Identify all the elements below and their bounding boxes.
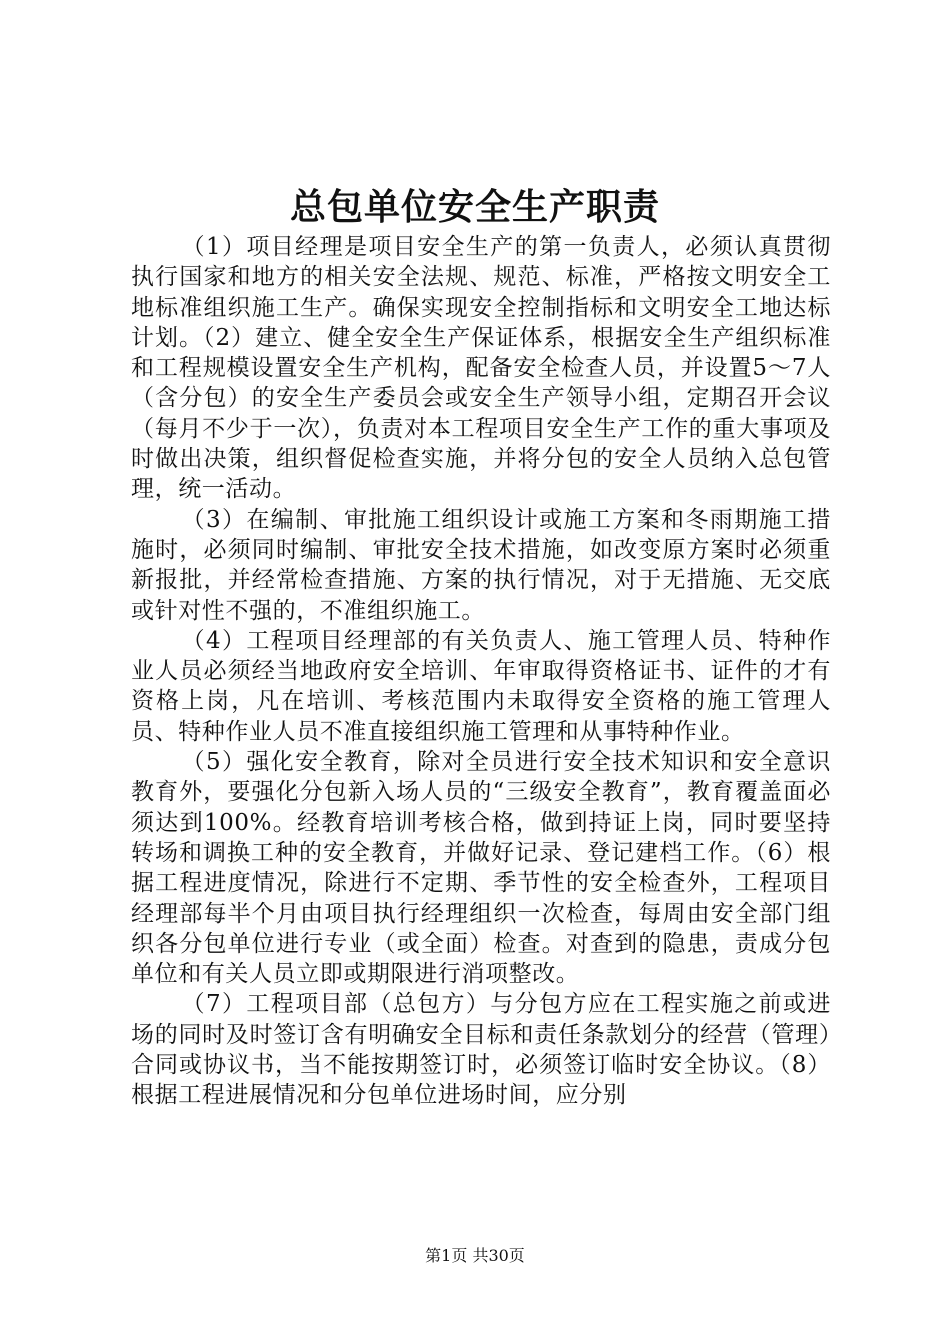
paragraph-5: （7）工程项目部（总包方）与分包方应在工程实施之前或进场的同时及时签订含有明确安全目标和责任条款划分的经营（管理）合同或协议书，当不能按期签订时，必须签订临时安全协议。（8）根据工程进展情况和分包单位进场时间，应分别: [131, 991, 831, 1109]
paragraph-4: （5）强化安全教育，除对全员进行安全技术知识和安全意识教育外，要强化分包新入场人员的“三级安全教育”，教育覆盖面必须达到100%。经教育培训考核合格，做到持证上岗，同时要坚持转场和调换工种的安全教育，并做好记录、登记建档工作。（6）根据工程进度情况，除进行不定期、季节性的安全检查外，工程项目经理部每半个月由项目执行经理组织一次检查，每周由安全部门组织各分包单位进行专业（或全面）检查。对查到的隐患，责成分包单位和有关人员立即或期限进行消项整改。: [131, 749, 831, 988]
paragraph-3: （4）工程项目经理部的有关负责人、施工管理人员、特种作业人员必须经当地政府安全培训、年审取得资格证书、证件的才有资格上岗，凡在培训、考核范围内未取得安全资格的施工管理人员、特种作业人员不准直接组织施工管理和从事特种作业。: [131, 627, 831, 745]
document-body: [131, 232, 831, 1111]
paragraph-2: （3）在编制、审批施工组织设计或施工方案和冬雨期施工措施时，必须同时编制、审批安全技术措施，如改变原方案时必须重新报批，并经常检查措施、方案的执行情况，对于无措施、无交底或针对性不强的，不准组织施工。: [131, 506, 831, 624]
page-number-footer: 第1页 共30页: [425, 1246, 525, 1265]
paragraph-1: （1）项目经理是项目安全生产的第一负责人，必须认真贯彻执行国家和地方的相关安全法规、规范、标准，严格按文明安全工地标准组织施工生产。确保实现安全控制指标和文明安全工地达标计划。（2）建立、健全安全生产保证体系，根据安全生产组织标准和工程规模设置安全生产机构，配备安全检查人员，并设置5～7人（含分包）的安全生产委员会或安全生产领导小组，定期召开会议（每月不少于一次），负责对本工程项目安全生产工作的重大事项及时做出决策，组织督促检查实施，并将分包的安全人员纳入总包管理，统一活动。: [131, 234, 831, 503]
document-title: 总包单位安全生产职责: [289, 186, 660, 228]
